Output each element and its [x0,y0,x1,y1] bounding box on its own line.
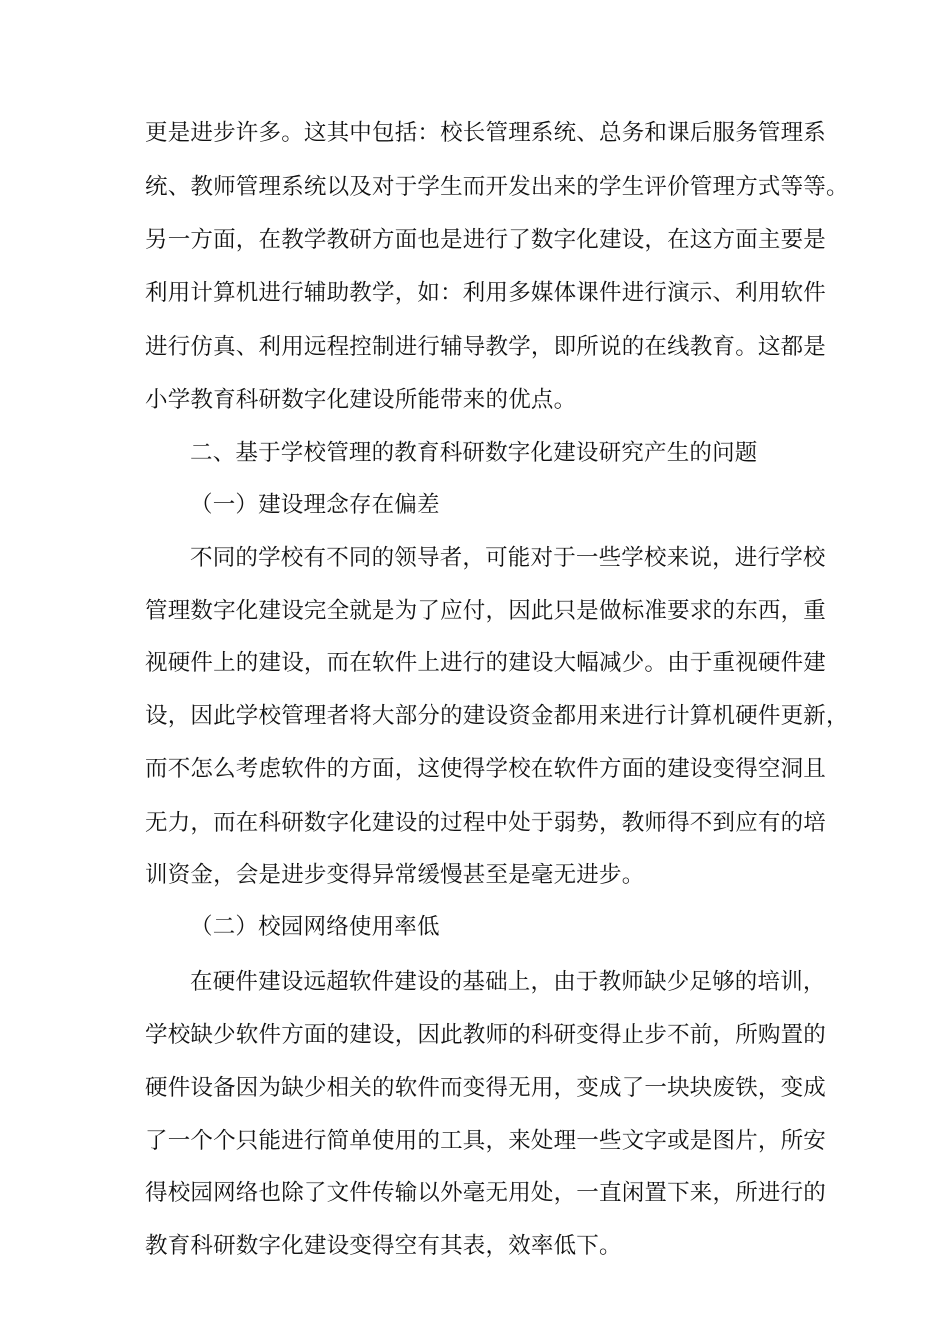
paragraph-line: 不同的学校有不同的领导者，可能对于一些学校来说，进行学校 [190,545,826,571]
paragraph-line: 利用计算机进行辅助教学，如：利用多媒体课件进行演示、利用软件 [145,280,827,306]
paragraph-line: 教育科研数字化建设变得空有其表，效率低下。 [145,1233,622,1259]
paragraph-line: 了一个个只能进行简单使用的工具，来处理一些文字或是图片，所安 [145,1128,827,1154]
paragraph-line: 硬件设备因为缺少相关的软件而变得无用，变成了一块块废铁，变成 [145,1075,827,1101]
paragraph-line: 进行仿真、利用远程控制进行辅导教学，即所说的在线教育。这都是 [145,334,827,360]
paragraph-line: 更是进步许多。这其中包括：校长管理系统、总务和课后服务管理系 [145,120,827,146]
paragraph-line: 学校缺少软件方面的建设，因此教师的科研变得止步不前，所购置的 [145,1022,827,1048]
paragraph-line: 无力，而在科研数字化建设的过程中处于弱势，教师得不到应有的培 [145,810,827,836]
paragraph-line: 设，因此学校管理者将大部分的建设资金都用来进行计算机硬件更新， [145,703,849,729]
paragraph-line: 视硬件上的建设，而在软件上进行的建设大幅减少。由于重视硬件建 [145,650,827,676]
paragraph-line: 统、教师管理系统以及对于学生而开发出来的学生评价管理方式等等。 [145,174,849,200]
paragraph-line: 另一方面，在教学教研方面也是进行了数字化建设，在这方面主要是 [145,227,827,253]
paragraph-line: 在硬件建设远超软件建设的基础上，由于教师缺少足够的培训， [190,969,826,995]
paragraph-line: 训资金，会是进步变得异常缓慢甚至是毫无进步。 [145,862,645,888]
subsection-heading: （二）校园网络使用率低 [190,914,440,940]
section-heading: 二、基于学校管理的教育科研数字化建设研究产生的问题 [190,440,758,466]
subsection-heading: （一）建设理念存在偏差 [190,492,440,518]
paragraph-line: 小学教育科研数字化建设所能带来的优点。 [145,387,577,413]
paragraph-line: 得校园网络也除了文件传输以外毫无用处，一直闲置下来，所进行的 [145,1180,827,1206]
paragraph-line: 管理数字化建设完全就是为了应付，因此只是做标准要求的东西，重 [145,598,827,624]
paragraph-line: 而不怎么考虑软件的方面，这使得学校在软件方面的建设变得空洞且 [145,756,827,782]
